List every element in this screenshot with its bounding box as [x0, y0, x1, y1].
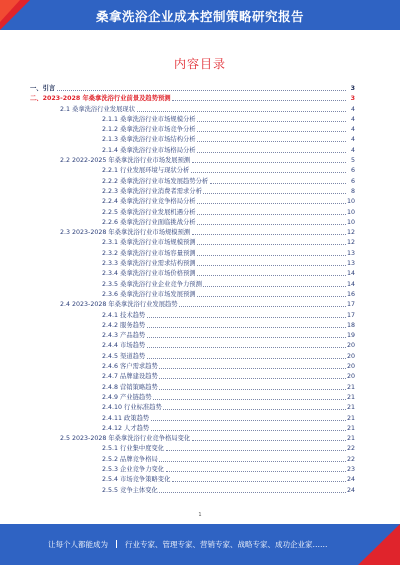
toc-dot-leader: [197, 141, 345, 142]
toc-entry-label: 2.4 2023-2028 年桑拿洗浴行业发展趋势: [60, 301, 178, 309]
toc-dot-leader: [197, 275, 345, 276]
report-header: [0, 0, 400, 30]
toc-dot-leader: [147, 347, 346, 348]
toc-entry-label: 2.4.3 产品趋势: [102, 332, 146, 340]
page-number: 1: [198, 512, 202, 518]
toc-entry[interactable]: [30, 257, 355, 267]
toc-entry[interactable]: [30, 442, 355, 452]
toc-entry[interactable]: [30, 113, 355, 123]
toc-entry-label: 2.4.8 营销策略趋势: [102, 383, 158, 391]
toc-entry-label: 2.5.2 品牌竞争格局: [102, 455, 158, 463]
toc-entry[interactable]: [30, 216, 355, 226]
toc-entry-label: 2.5.4 市场竞争策略变化: [102, 476, 171, 484]
toc-entry[interactable]: [30, 206, 355, 216]
toc-entry-label: 2.4.10 行业标准趋势: [102, 404, 162, 412]
toc-entry-page: 5: [350, 157, 355, 165]
toc-entry[interactable]: [30, 164, 355, 174]
toc-dot-leader: [159, 389, 345, 390]
toc-dot-leader: [210, 183, 346, 184]
toc-entry-label: 2.1.1 桑拿洗浴行业市场规模分析: [102, 115, 196, 123]
toc-entry[interactable]: [30, 195, 355, 205]
toc-dot-leader: [147, 317, 346, 318]
toc-entry-page: 13: [347, 249, 356, 257]
toc-entry[interactable]: [30, 370, 355, 380]
toc-entry-label: 2.3 2023-2028 年桑拿洗浴行业市场规模预测: [60, 229, 191, 237]
toc-entry-page: 10: [347, 208, 356, 216]
toc-dot-leader: [197, 214, 345, 215]
toc-entry-label: 2.1 桑拿洗浴行业发展现状: [60, 105, 135, 113]
toc-entry-label: 2.5.3 企业竞争力变化: [102, 465, 165, 473]
toc-entry-label: 2.2 2022-2025 年桑拿洗浴行业市场发展预测: [60, 157, 191, 165]
toc-entry-page: 20: [347, 373, 356, 381]
toc-entry-page: 3: [350, 85, 355, 92]
toc-entry-label: 2.2.2 桑拿洗浴行业市场发展趋势分析: [102, 177, 209, 185]
toc-entry-label: 2.4.4 市场趋势: [102, 342, 146, 350]
toc-dot-leader: [57, 90, 346, 91]
toc-dot-leader: [159, 492, 345, 493]
toc-entry[interactable]: [30, 339, 355, 349]
toc-entry-page: 20: [347, 352, 356, 360]
toc-dot-leader: [159, 368, 345, 369]
toc-entry-page: 4: [350, 136, 355, 144]
toc-entry[interactable]: [30, 463, 355, 473]
toc-entry-label: 2.1.3 桑拿洗浴行业市场结构分析: [102, 136, 196, 144]
toc-entry-page: 20: [347, 342, 356, 350]
toc-dot-leader: [197, 244, 345, 245]
toc-entry-page: 24: [347, 486, 356, 494]
toc-entry-label: 2.5 2023-2028 年桑拿洗浴行业竞争格局变化: [60, 435, 191, 443]
toc-entry-page: 3: [350, 95, 355, 103]
toc-entry-page: 17: [347, 301, 356, 309]
toc-entry-page: 4: [350, 146, 355, 154]
toc-entry[interactable]: [30, 350, 355, 360]
toc-dot-leader: [192, 234, 346, 235]
toc-entry-page: 21: [347, 393, 356, 401]
toc-entry-page: 10: [347, 198, 356, 206]
toc-entry[interactable]: [30, 288, 355, 298]
toc-entry-label: 2.3.1 桑拿洗浴行业市场规模预测: [102, 239, 196, 247]
toc-entry-label: 2.2.1 行业发展环境与现状分析: [102, 167, 190, 175]
toc-dot-leader: [147, 327, 346, 328]
toc-entry[interactable]: [30, 381, 355, 391]
toc-dot-leader: [192, 162, 346, 163]
toc-entry[interactable]: [30, 401, 355, 411]
toc-entry[interactable]: [30, 103, 355, 113]
toc-dot-leader: [197, 152, 345, 153]
toc-entry[interactable]: [30, 92, 355, 102]
toc-entry-label: 2.1.4 桑拿洗浴行业市场格局分析: [102, 146, 196, 154]
toc-dot-leader: [197, 255, 345, 256]
footer-slogan: [48, 539, 328, 550]
toc-dot-leader: [147, 358, 346, 359]
toc-entry[interactable]: [30, 484, 355, 494]
toc-entry[interactable]: [30, 236, 355, 246]
toc-entry[interactable]: [30, 185, 355, 195]
footer-slogan-right: 行业专家、管理专家、营销专家、战略专家、成功企业家……: [125, 540, 328, 549]
footer-separator: [116, 540, 117, 548]
toc-entry-label: 2.2.4 桑拿洗浴行业竞争格局分析: [102, 198, 196, 206]
toc-dot-leader: [179, 306, 345, 307]
toc-entry-page: 22: [347, 455, 356, 463]
toc-entry[interactable]: [30, 175, 355, 185]
toc-entry-page: 4: [350, 105, 355, 113]
footer-corner-decoration: [358, 524, 400, 565]
toc-entry-page: 4: [350, 115, 355, 123]
toc-dot-leader: [192, 440, 346, 441]
toc-dot-leader: [191, 172, 346, 173]
toc-entry-page: 24: [347, 476, 356, 484]
toc-entry-label: 2.3.2 桑拿洗浴行业市场容量预测: [102, 249, 196, 257]
toc-dot-leader: [163, 409, 345, 410]
toc-entry[interactable]: [30, 329, 355, 339]
toc-entry-page: 18: [347, 321, 356, 329]
toc-entry-page: 21: [347, 383, 356, 391]
toc-entry[interactable]: [30, 473, 355, 483]
toc-entry-label: 2.2.3 桑拿洗浴行业消费者需求分析: [102, 187, 202, 195]
toc-entry[interactable]: [30, 154, 355, 164]
toc-dot-leader: [197, 203, 345, 204]
toc-dot-leader: [203, 193, 345, 194]
toc-entry-label: 2.3.4 桑拿洗浴行业市场价格预测: [102, 270, 196, 278]
toc-entry-page: 4: [350, 126, 355, 134]
toc-entry[interactable]: [30, 432, 355, 442]
toc-entry-label: 2.3.5 桑拿洗浴行业企业竞争力预测: [102, 280, 202, 288]
toc-entry[interactable]: [30, 82, 355, 92]
toc-entry-page: 21: [347, 414, 356, 422]
toc-entry-page: 12: [347, 229, 356, 237]
toc-entry[interactable]: [30, 319, 355, 329]
toc-entry[interactable]: [30, 422, 355, 432]
toc-dot-leader: [166, 471, 346, 472]
toc-dot-leader: [159, 461, 345, 462]
toc-entry[interactable]: [30, 144, 355, 154]
toc-entry-page: 22: [347, 445, 356, 453]
toc-dot-leader: [197, 296, 345, 297]
toc-entry-page: 21: [347, 435, 356, 443]
toc-dot-leader: [147, 337, 346, 338]
toc-entry-label: 二、2023-2028 年桑拿洗浴行业前景及趋势预测: [30, 95, 171, 103]
toc-entry[interactable]: [30, 278, 355, 288]
footer-slogan-left: 让每个人都能成为: [48, 540, 108, 549]
toc-entry[interactable]: [30, 133, 355, 143]
toc-entry-page: 10: [347, 218, 356, 226]
toc-dot-leader: [151, 420, 346, 421]
toc-entry-label: 一、引言: [30, 85, 56, 92]
toc-entry[interactable]: [30, 247, 355, 257]
toc-entry-label: 2.4.12 人才趋势: [102, 424, 150, 432]
toc-dot-leader: [137, 111, 346, 112]
toc-dot-leader: [153, 399, 345, 400]
toc-entry-label: 2.5.1 行业集中度变化: [102, 445, 165, 453]
toc-entry-label: 2.4.5 渠道趋势: [102, 352, 146, 360]
toc-entry[interactable]: [30, 267, 355, 277]
toc-entry-label: 2.4.6 客户需求趋势: [102, 363, 158, 371]
toc-entry-page: 17: [347, 311, 356, 319]
toc-entry-page: 13: [347, 260, 356, 268]
report-footer: [0, 524, 400, 565]
toc-entry-page: 6: [350, 167, 355, 175]
report-title: 桑拿洗浴企业成本控制策略研究报告: [95, 9, 304, 24]
toc-entry[interactable]: [30, 298, 355, 308]
toc-dot-leader: [172, 100, 345, 101]
toc-entry-label: 2.4.2 服务趋势: [102, 321, 146, 329]
toc-entry-label: 2.3.6 桑拿洗浴行业市场发展预测: [102, 290, 196, 298]
toc-entry-page: 21: [347, 424, 356, 432]
toc-entry[interactable]: [30, 309, 355, 319]
toc-entry-label: 2.4.7 品牌建设趋势: [102, 373, 158, 381]
toc-entry-page: 12: [347, 239, 356, 247]
toc-entry-page: 16: [347, 290, 356, 298]
toc-entry-page: 14: [347, 280, 356, 288]
toc-entry-label: 2.2.6 桑拿洗浴行业面临挑战分析: [102, 218, 196, 226]
toc-heading: 内容目录: [173, 57, 226, 71]
toc-entry[interactable]: [30, 360, 355, 370]
toc-dot-leader: [197, 131, 345, 132]
toc-dot-leader: [159, 378, 345, 379]
table-of-contents: [30, 82, 355, 494]
toc-entry-label: 2.5.5 竞争主体变化: [102, 486, 158, 494]
toc-entry[interactable]: [30, 391, 355, 401]
toc-entry-label: 2.4.11 政策趋势: [102, 414, 150, 422]
toc-entry-label: 2.4.9 产业链趋势: [102, 393, 152, 401]
toc-dot-leader: [197, 265, 345, 266]
toc-dot-leader: [197, 121, 345, 122]
toc-entry-label: 2.4.1 技术趋势: [102, 311, 146, 319]
toc-entry-label: 2.2.5 桑拿洗浴行业发展机遇分析: [102, 208, 196, 216]
toc-entry-page: 23: [347, 465, 356, 473]
toc-dot-leader: [197, 224, 345, 225]
toc-entry-label: 2.3.3 桑拿洗浴行业需求结构预测: [102, 260, 196, 268]
toc-entry-label: 2.1.2 桑拿洗浴行业市场竞争分析: [102, 126, 196, 134]
toc-entry[interactable]: [30, 453, 355, 463]
toc-dot-leader: [166, 450, 346, 451]
toc-dot-leader: [172, 481, 346, 482]
toc-entry[interactable]: [30, 226, 355, 236]
toc-entry-page: 19: [347, 332, 356, 340]
toc-entry[interactable]: [30, 412, 355, 422]
toc-entry-page: 6: [350, 177, 355, 185]
toc-dot-leader: [151, 430, 346, 431]
toc-dot-leader: [203, 286, 345, 287]
toc-entry-page: 14: [347, 270, 356, 278]
toc-entry-page: 21: [347, 404, 356, 412]
toc-entry-page: 8: [350, 187, 355, 195]
toc-entry[interactable]: [30, 123, 355, 133]
toc-entry-page: 20: [347, 363, 356, 371]
